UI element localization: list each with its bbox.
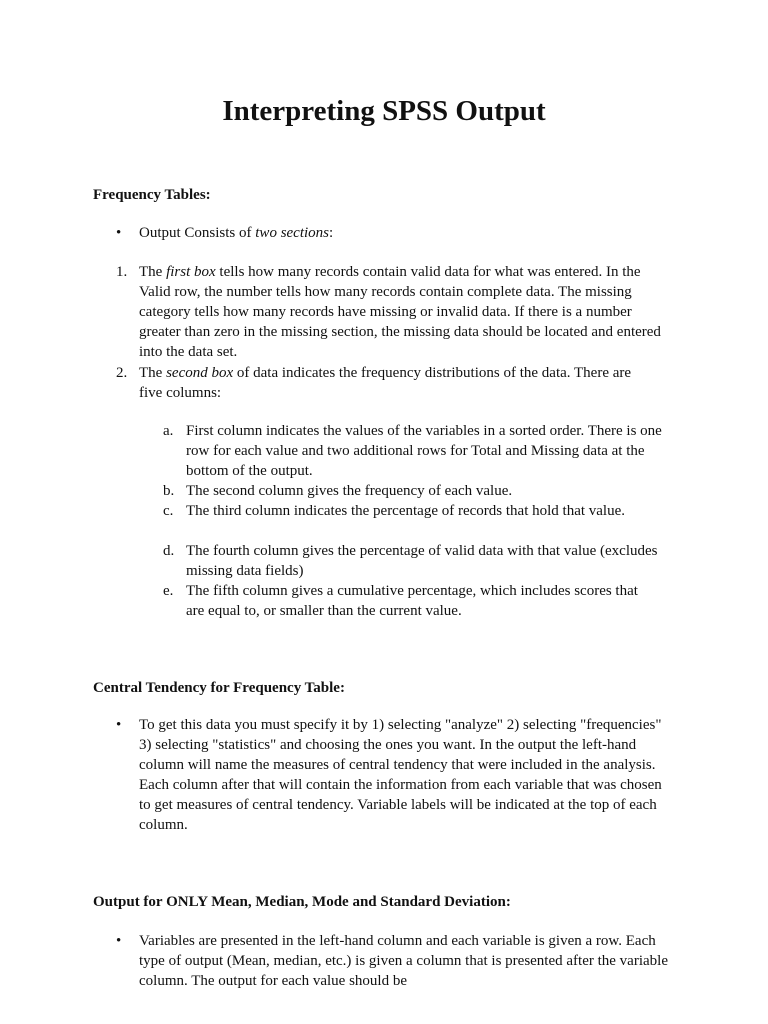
list-marker-2: 2.: [116, 365, 128, 381]
item-text: The: [139, 264, 167, 280]
sublist-item-c: The third column indicates the percentage of records that hold that value.: [186, 503, 626, 519]
list-item-first-box: [139, 262, 671, 362]
item-text: The: [139, 365, 167, 381]
sublist-item-b: The second column gives the frequency of each value.: [186, 483, 513, 499]
bullet-marker: •: [116, 717, 122, 733]
item-text-rest: of data indicates the frequency distributions of the data. There are five columns:: [139, 365, 632, 401]
item-emphasis: second box: [166, 365, 234, 381]
sublist-marker-b: b.: [163, 483, 175, 499]
bullet-text-end: :: [329, 225, 334, 241]
heading-central-tendency: Central Tendency for Frequency Table:: [93, 680, 345, 696]
bullet-central-tendency: To get this data you must specify it by 1) selecting "analyze" 2) selecting "frequencies" 3) selecting "statistics" and choosing the ones you want. In the output the left-hand column will name the measures of central tendency that were included in the analysis. Each column after that will contain the information from each variable that was chosen to get measures of central tendency. Variable labels will be indicated at the top of each column.: [139, 717, 662, 833]
page-title: Interpreting SPSS Output: [222, 95, 546, 127]
sublist-marker-e: e.: [163, 583, 174, 599]
sublist-marker-c: c.: [163, 503, 174, 519]
item-emphasis: first box: [166, 264, 216, 280]
sublist-item-e: The fifth column gives a cumulative percentage, which includes scores that are equal to, or smaller than the current value.: [186, 583, 638, 619]
list-marker-1: 1.: [116, 264, 128, 280]
list-item-second-box: [139, 363, 649, 403]
bullet-marker: •: [116, 933, 122, 949]
sublist-marker-a: a.: [163, 423, 174, 439]
item-text-rest: tells how many records contain valid data for what was entered. In the Valid row, the number tells how many records contain complete data. The missing category tells how many records have missing or invalid data. If there is a number greater than zero in the missing section, the missing data should be located and entered into the data set.: [139, 264, 661, 360]
bullet-marker: •: [116, 225, 122, 241]
sublist-item-d: The fourth column gives the percentage of valid data with that value (excludes missing data fields): [186, 543, 658, 579]
bullet-output-variables: Variables are presented in the left-hand column and each variable is given a row. Each type of output (Mean, median, etc.) is given a column that is presented after the variable column. The output for each value should be: [139, 933, 668, 989]
heading-frequency-tables: Frequency Tables:: [93, 187, 211, 203]
sublist-item-a: First column indicates the values of the variables in a sorted order. There is one row for each value and two additional rows for Total and Missing data at the bottom of the output.: [186, 423, 662, 479]
bullet-emphasis: two sections: [255, 225, 330, 241]
bullet-output-consists: [139, 223, 699, 243]
sublist-marker-d: d.: [163, 543, 175, 559]
heading-output-mean-median: Output for ONLY Mean, Median, Mode and Standard Deviation:: [93, 894, 511, 910]
bullet-text: Output Consists of: [139, 225, 256, 241]
